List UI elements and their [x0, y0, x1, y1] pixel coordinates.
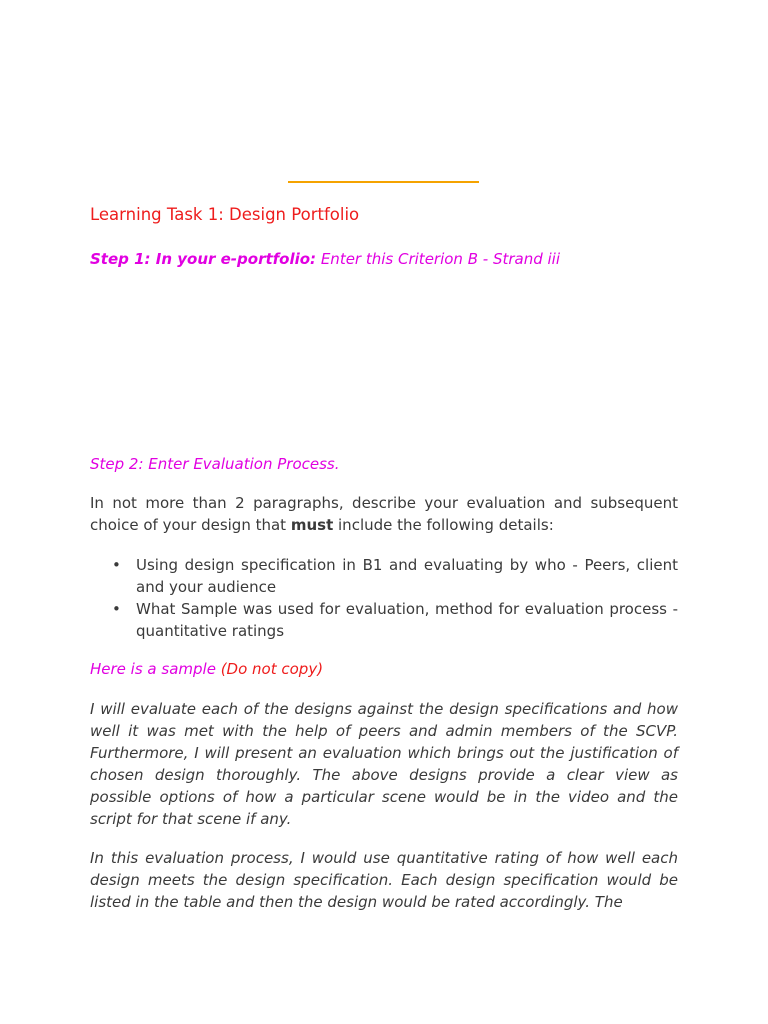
list-item: • Using design specification in B1 and evaluating by who - Peers, client and your audience — [90, 554, 678, 598]
divider-rule — [288, 181, 479, 183]
step-1-text: Enter this Criterion B - Strand iii — [316, 250, 561, 268]
intro-emphasis: must — [290, 516, 334, 534]
page-title: Learning Task 1: Design Portfolio — [90, 205, 360, 224]
sample-paragraph: In this evaluation process, I would use quantitative rating of how well each design meets the design specification. Each design specification would be listed in the table and then the design would be rated accordingly. The — [90, 849, 678, 911]
intro-text-start: In not more than 2 paragraphs, describe your evaluation and subsequent choice of your design that — [90, 494, 678, 534]
sample-paragraph: I will evaluate each of the designs against the design specifications and how well it was met with the help of peers and admin members of the SCVP. Furthermore, I will present an evaluation which brings out the justification of chosen design thoroughly. The above designs provide a clear view as possible options of how a particular scene would be in the video and the script for that scene if any. — [90, 700, 678, 828]
intro-paragraph — [90, 492, 678, 536]
list-item: • What Sample was used for evaluation, method for evaluation process - quantitative ratings — [90, 598, 678, 642]
step-2-instruction: Step 2: Enter Evaluation Process. — [90, 455, 340, 473]
sample-label — [90, 660, 323, 678]
document-page — [90, 0, 678, 1024]
sample-label-text: Here is a sample — [90, 660, 216, 678]
step-1-label: Step 1: In your e-portfolio: — [90, 250, 317, 268]
sample-warning: (Do not copy) — [215, 660, 324, 678]
details-list — [90, 554, 678, 642]
intro-text-end: include the following details: — [333, 516, 554, 534]
step-1-instruction — [90, 250, 560, 268]
